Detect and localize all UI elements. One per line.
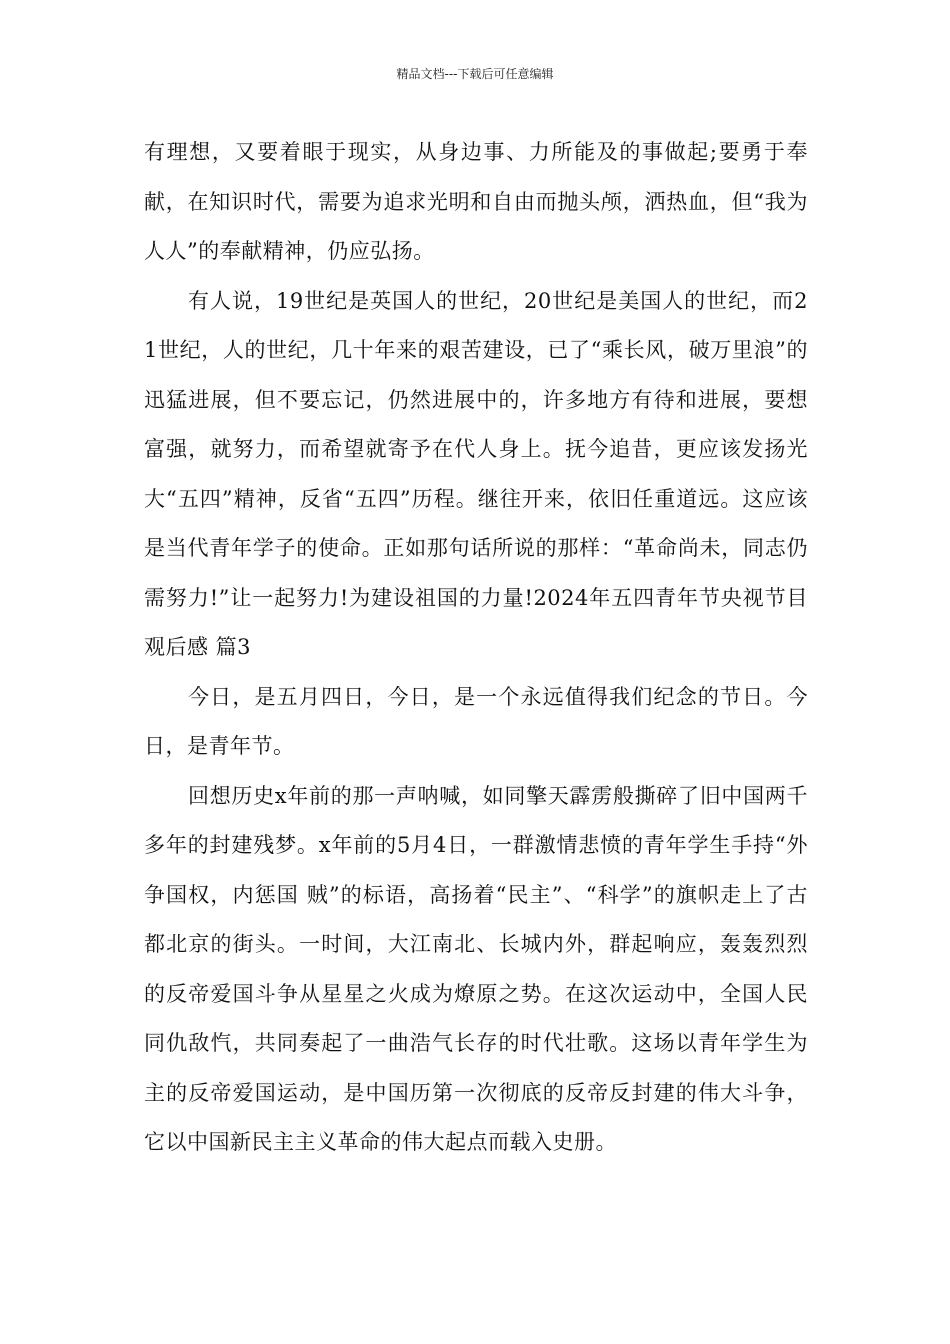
paragraph-century: 有人说，19世纪是英国人的世纪，20世纪是美国人的世纪，而21世纪，人的世纪，几十年来的艰苦建设，已了“乘长风，破万里浪”的迅猛进展，但不要忘记，仍然进展中的，许多地方有待和进展，要想富强，就努力，而希望就寄予在代人身上。抚今追昔，更应该发扬光大“五四”精神，反省“五四”历程。继往开来，依旧任重道远。这应该是当代青年学子的使命。正如那句话所说的那样：“革命尚未，同志仍需努力!”让一起努力!为建设祖国的力量!2024年五四青年节央视节目观后感 篇3	[144, 288, 808, 659]
page-header: 精品文档---下载后可任意编辑	[396, 67, 554, 81]
paragraph-continuation: 有理想，又要着眼于现实，从身边事、力所能及的事做起;要勇于奉献，在知识时代，需要为追求光明和自由而抛头颅，洒热血，但“我为人人”的奉献精神，仍应弘扬。	[144, 140, 808, 263]
paragraph-today: 今日，是五月四日，今日，是一个永远值得我们纪念的节日。今日，是青年节。	[144, 684, 808, 758]
document-body	[144, 128, 808, 1168]
paragraph-history: 回想历史x年前的那一声呐喊，如同擎天霹雳般撕碎了旧中国两千多年的封建残梦。x年前的5月4日，一群激情悲愤的青年学生手持“外争国权，内惩国 贼”的标语，高扬着“民主”、“科学”的旗帜走上了古都北京的街头。一时间，大江南北、长城内外，群起响应，轰轰烈烈的反帝爱国斗争从星星之火成为燎原之势。在这次运动中，全国人民同仇敌忾，共同奏起了一曲浩气长存的时代壮歌。这场以青年学生为主的反帝爱国运动，是中国历第一次彻底的反帝反封建的伟大斗争，它以中国新民主主义革命的伟大起点而载入史册。	[144, 783, 808, 1154]
